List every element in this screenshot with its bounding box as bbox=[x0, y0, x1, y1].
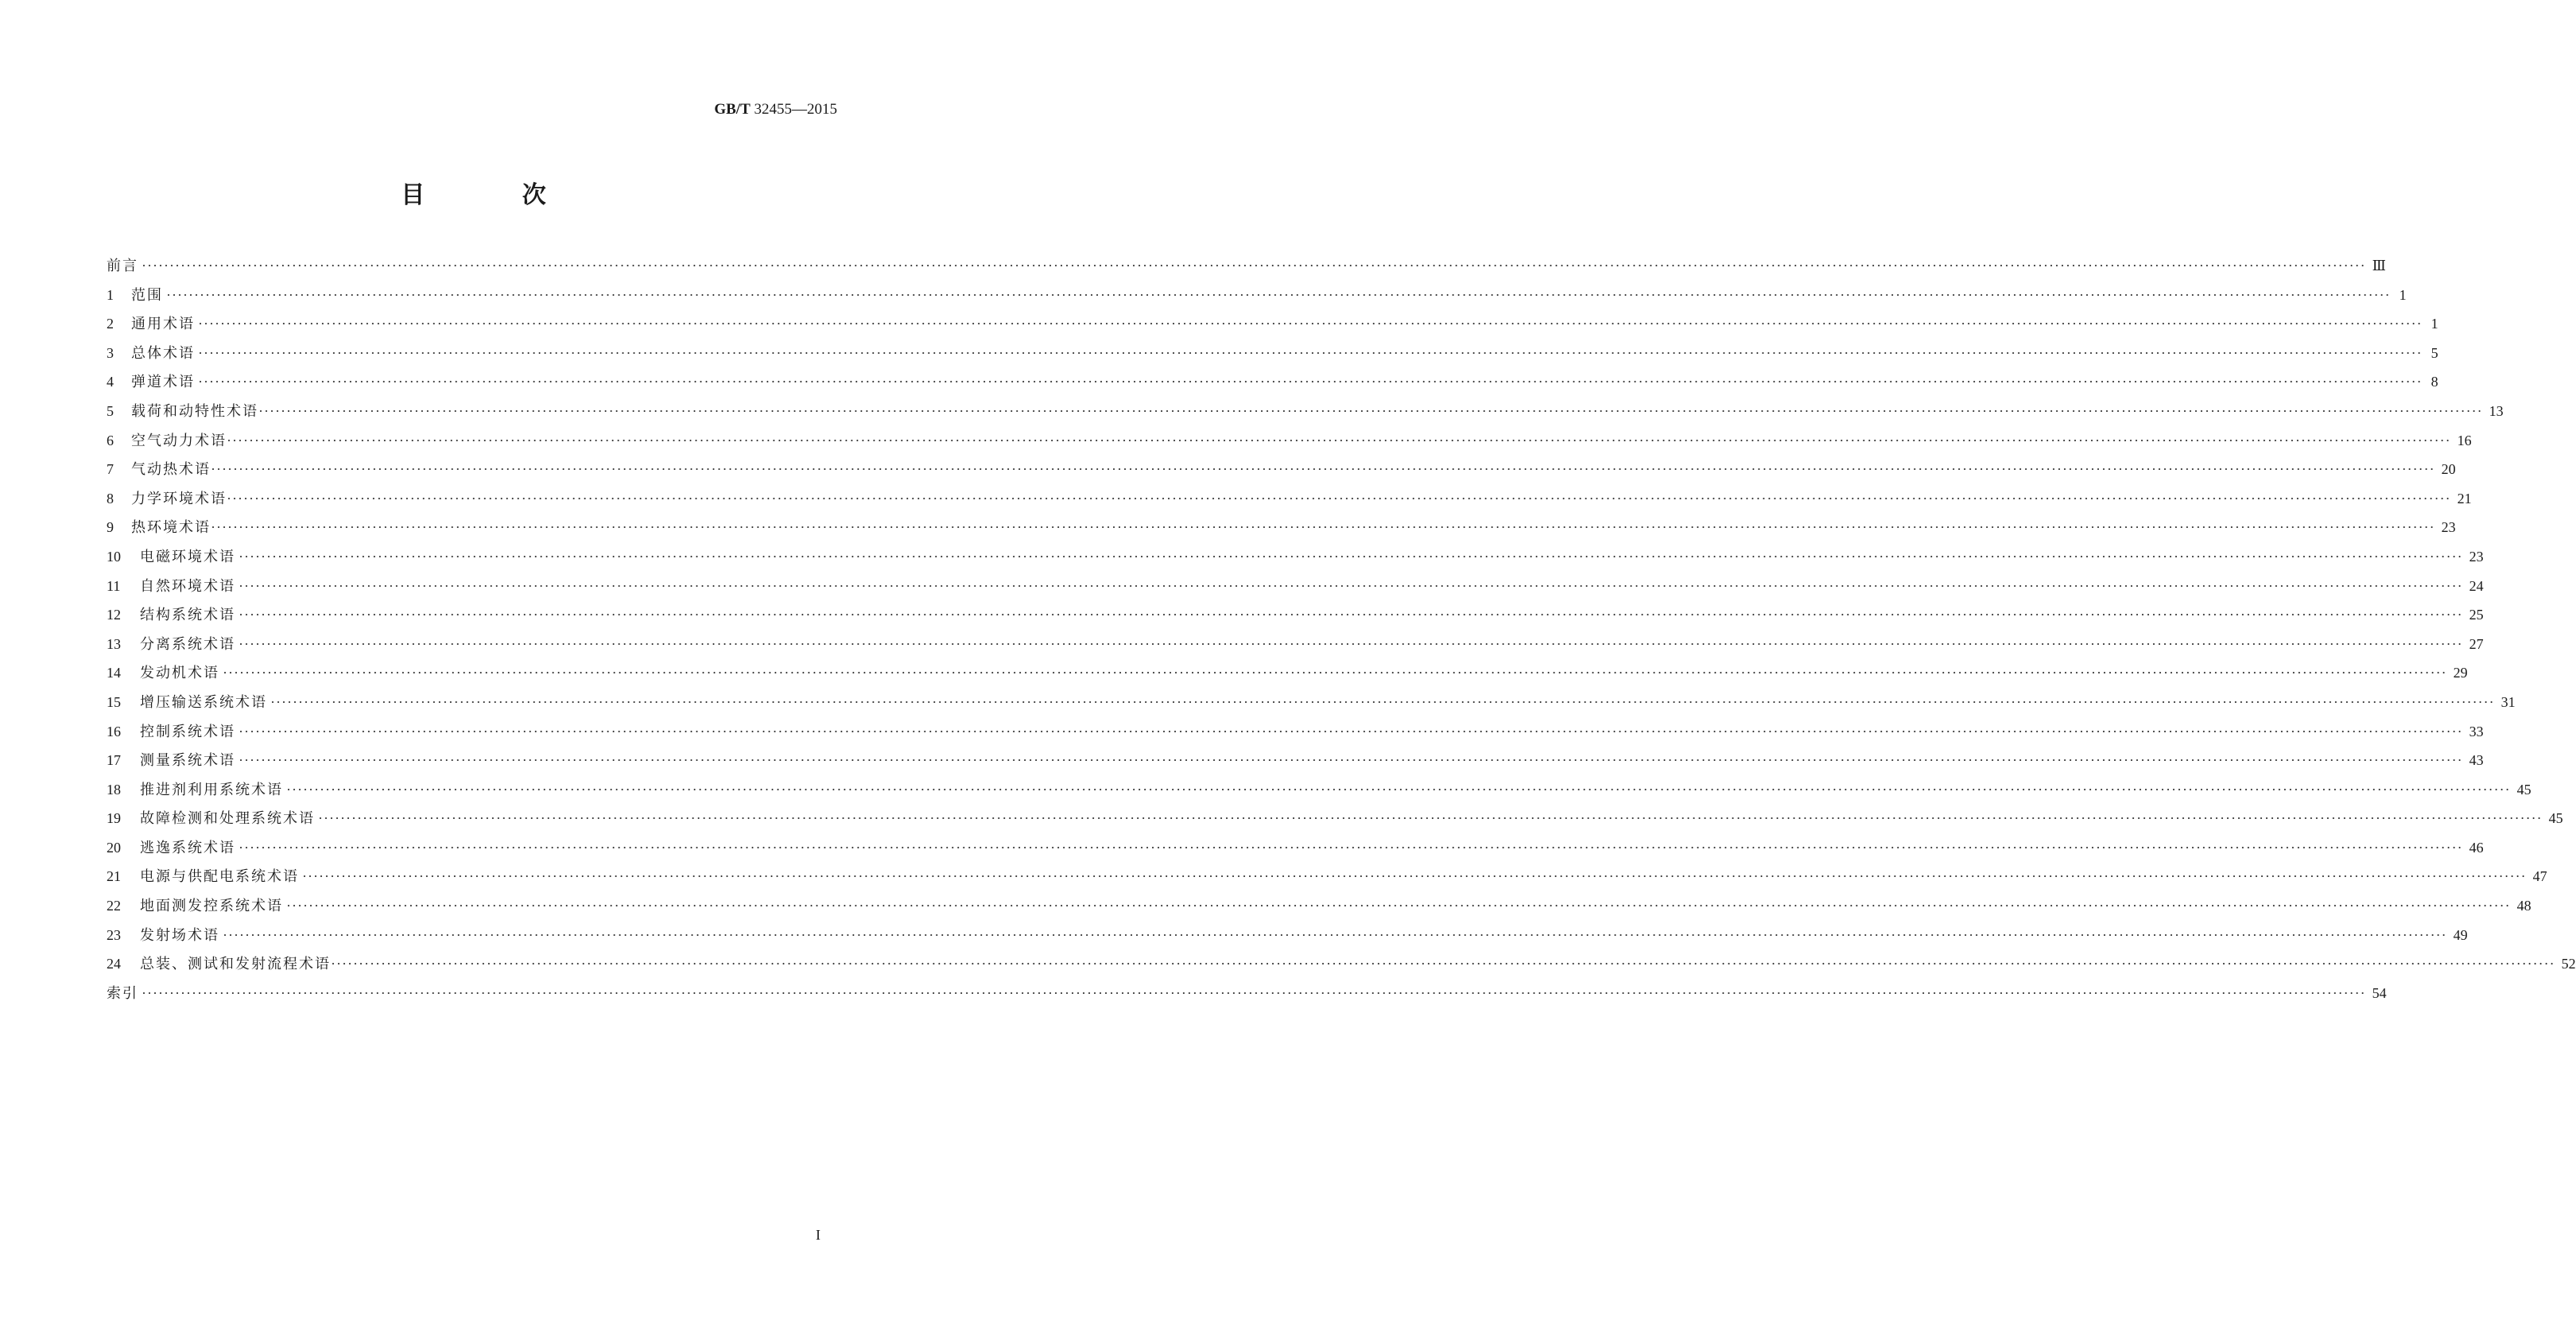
toc-leader-dots: ················································································································································································································································································································································································································ bbox=[142, 258, 2366, 274]
toc-entry-page: 46 bbox=[2469, 839, 2484, 856]
toc-entry-label: 气动热术语 bbox=[131, 461, 211, 479]
toc-leader-dots: ················································································································································································································································································································································································································ bbox=[198, 344, 2423, 361]
toc-entry-number: 19 bbox=[107, 810, 121, 827]
toc-entry-3[interactable] bbox=[107, 343, 2438, 373]
standard-code-prefix: GB/T bbox=[714, 101, 751, 118]
toc-entry-number: 6 bbox=[107, 432, 114, 448]
toc-leader-dots: ················································································································································································································································································································································································································ bbox=[302, 868, 2527, 885]
toc-entry-label: 电磁环境术语 bbox=[140, 548, 235, 565]
toc-entry-number: 8 bbox=[107, 490, 114, 506]
toc-entry-number: 4 bbox=[107, 374, 114, 390]
toc-entry-page: 23 bbox=[2469, 548, 2484, 565]
toc-entry-15[interactable] bbox=[107, 693, 2516, 722]
standard-code-number: 32455—2015 bbox=[754, 101, 837, 118]
toc-leader-dots: ················································································································································································································································································································································································································ bbox=[198, 316, 2423, 332]
toc-entry-19[interactable] bbox=[107, 809, 2563, 838]
toc-entry-number: 2 bbox=[107, 316, 114, 332]
toc-entry-label: 发射场术语 bbox=[140, 926, 219, 944]
standard-code bbox=[714, 100, 837, 119]
toc-leader-dots: ················································································································································································································································································································································································································ bbox=[227, 490, 2451, 506]
toc-leader-dots: ················································································································································································································································································································································································································ bbox=[223, 665, 2447, 681]
toc-entry-number: 14 bbox=[107, 665, 121, 681]
toc-entry-page: 29 bbox=[2453, 665, 2468, 681]
toc-leader-dots: ················································································································································································································································································································································································································ bbox=[270, 693, 2495, 710]
toc-entry-page: Ⅲ bbox=[2372, 258, 2387, 274]
toc-entry-page: 1 bbox=[2431, 316, 2438, 332]
toc-entry-page: 43 bbox=[2469, 752, 2484, 769]
toc-entry-label: 增压输送系统术语 bbox=[140, 693, 267, 711]
table-of-contents bbox=[107, 256, 2576, 1012]
toc-entry-page: 25 bbox=[2469, 607, 2484, 623]
toc-entry-page: 24 bbox=[2469, 577, 2484, 594]
toc-entry-page: 54 bbox=[2372, 984, 2387, 1001]
toc-entry-number: 1 bbox=[107, 286, 114, 303]
toc-entry-number: 9 bbox=[107, 519, 114, 536]
toc-entry-page: 52 bbox=[2561, 956, 2576, 972]
toc-entry-number: 20 bbox=[107, 839, 121, 856]
toc-leader-dots: ················································································································································································································································································································································································································ bbox=[211, 519, 2435, 536]
toc-entry-page: 13 bbox=[2489, 402, 2504, 419]
toc-entry-label: 通用术语 bbox=[131, 316, 195, 333]
toc-entry-label: 总装、测试和发射流程术语 bbox=[140, 956, 331, 973]
toc-entry-label: 地面测发控系统术语 bbox=[140, 898, 283, 915]
toc-leader-dots: ················································································································································································································································································································································································································ bbox=[239, 723, 2463, 739]
toc-entry-page: 47 bbox=[2532, 868, 2547, 885]
toc-entry-label: 测量系统术语 bbox=[140, 752, 235, 770]
toc-entry-label: 前言 bbox=[107, 258, 138, 274]
toc-entry-label: 结构系统术语 bbox=[140, 607, 235, 624]
toc-entry-page: 49 bbox=[2453, 926, 2468, 943]
toc-entry-13[interactable] bbox=[107, 635, 2484, 664]
toc-entry-number: 16 bbox=[107, 723, 121, 739]
toc-entry-label: 总体术语 bbox=[131, 344, 195, 362]
toc-entry-number: 23 bbox=[107, 926, 121, 943]
toc-entry-number: 22 bbox=[107, 898, 121, 914]
toc-entry-number: 17 bbox=[107, 752, 121, 769]
toc-entry-label: 力学环境术语 bbox=[131, 490, 227, 507]
toc-entry-number: 13 bbox=[107, 635, 121, 652]
toc-entry-label: 自然环境术语 bbox=[140, 577, 235, 595]
toc-leader-dots: ················································································································································································································································································································································································································ bbox=[223, 926, 2447, 943]
toc-entry-12[interactable] bbox=[107, 605, 2484, 635]
toc-entry-11[interactable] bbox=[107, 576, 2484, 606]
toc-entry-number: 15 bbox=[107, 693, 121, 710]
toc-entry-label: 逃逸系统术语 bbox=[140, 839, 235, 856]
toc-entry-page: 21 bbox=[2457, 490, 2472, 506]
toc-entry-9[interactable] bbox=[107, 518, 2456, 547]
toc-entry-page: 31 bbox=[2500, 693, 2516, 710]
toc-leader-dots: ················································································································································································································································································································································································································ bbox=[258, 402, 2483, 419]
toc-leader-dots: ················································································································································································································································································································································································································ bbox=[286, 898, 2511, 914]
toc-entry-label: 控制系统术语 bbox=[140, 723, 235, 740]
toc-entry-label: 发动机术语 bbox=[140, 665, 219, 682]
toc-entry-number: 18 bbox=[107, 781, 121, 798]
toc-entry-4[interactable] bbox=[107, 372, 2438, 402]
toc-entry-label: 分离系统术语 bbox=[140, 635, 235, 653]
toc-entry-7[interactable] bbox=[107, 460, 2456, 489]
toc-leader-dots: ················································································································································································································································································································································································································ bbox=[239, 577, 2463, 594]
toc-entry-foreword[interactable] bbox=[107, 256, 2387, 285]
toc-entry-number: 24 bbox=[107, 956, 121, 972]
toc-entry-1[interactable] bbox=[107, 285, 2407, 315]
toc-entry-8[interactable] bbox=[107, 489, 2472, 518]
toc-leader-dots: ················································································································································································································································································································································································································ bbox=[286, 781, 2511, 798]
toc-entry-page: 27 bbox=[2469, 635, 2484, 652]
toc-entry-number: 12 bbox=[107, 607, 121, 623]
toc-entry-page: 5 bbox=[2431, 344, 2438, 361]
toc-entry-10[interactable] bbox=[107, 547, 2484, 576]
toc-entry-number: 21 bbox=[107, 868, 121, 885]
toc-entry-number: 5 bbox=[107, 402, 114, 419]
page-number: I bbox=[816, 1227, 821, 1243]
toc-entry-label: 范围 bbox=[131, 286, 163, 304]
toc-entry-label: 故障检测和处理系统术语 bbox=[140, 810, 315, 828]
toc-entry-label: 电源与供配电系统术语 bbox=[140, 868, 299, 886]
toc-leader-dots: ················································································································································································································································································································································································································ bbox=[198, 374, 2423, 390]
toc-entry-24[interactable] bbox=[107, 954, 2576, 984]
toc-entry-page: 8 bbox=[2431, 374, 2438, 390]
toc-leader-dots: ················································································································································································································································································································································································································ bbox=[166, 286, 2391, 303]
toc-leader-dots: ················································································································································································································································································································································································································ bbox=[239, 607, 2463, 623]
toc-entry-page: 1 bbox=[2399, 286, 2407, 303]
toc-entry-page: 48 bbox=[2516, 898, 2531, 914]
toc-entry-number: 11 bbox=[107, 577, 121, 594]
toc-entry-label: 空气动力术语 bbox=[131, 432, 227, 449]
toc-entry-23[interactable] bbox=[107, 926, 2468, 955]
toc-entry-label: 推进剂利用系统术语 bbox=[140, 781, 283, 798]
toc-entry-number: 10 bbox=[107, 548, 121, 565]
toc-leader-dots: ················································································································································································································································································································································································································ bbox=[239, 752, 2463, 769]
toc-entry-page: 33 bbox=[2469, 723, 2484, 739]
toc-leader-dots: ················································································································································································································································································································································································································ bbox=[239, 839, 2463, 856]
toc-entry-21[interactable] bbox=[107, 867, 2547, 896]
toc-leader-dots: ················································································································································································································································································································································································································ bbox=[239, 635, 2463, 652]
toc-entry-14[interactable] bbox=[107, 663, 2468, 693]
toc-entry-2[interactable] bbox=[107, 314, 2438, 343]
toc-entry-18[interactable] bbox=[107, 780, 2531, 809]
toc-leader-dots: ················································································································································································································································································································································································································ bbox=[142, 984, 2366, 1001]
toc-leader-dots: ················································································································································································································································································································································································································ bbox=[318, 810, 2543, 827]
toc-entry-label: 热环境术语 bbox=[131, 519, 211, 537]
toc-entry-page: 20 bbox=[2441, 461, 2456, 478]
toc-entry-index[interactable] bbox=[107, 984, 2387, 1013]
toc-entry-number: 7 bbox=[107, 461, 114, 478]
toc-entry-17[interactable] bbox=[107, 751, 2484, 780]
toc-entry-6[interactable] bbox=[107, 431, 2472, 460]
toc-entry-5[interactable] bbox=[107, 402, 2504, 431]
toc-entry-label: 索引 bbox=[107, 984, 138, 1002]
toc-leader-dots: ················································································································································································································································································································································································································ bbox=[239, 548, 2463, 565]
page-title: 目 次 bbox=[401, 181, 591, 209]
toc-entry-number: 3 bbox=[107, 344, 114, 361]
toc-leader-dots: ················································································································································································································································································································································································································ bbox=[227, 432, 2451, 448]
toc-leader-dots: ················································································································································································································································································································································································································ bbox=[211, 461, 2435, 478]
toc-entry-page: 45 bbox=[2548, 810, 2563, 827]
toc-entry-page: 45 bbox=[2516, 781, 2531, 798]
toc-entry-16[interactable] bbox=[107, 722, 2484, 751]
toc-entry-label: 载荷和动特性术语 bbox=[131, 402, 258, 420]
toc-entry-page: 16 bbox=[2457, 432, 2472, 448]
toc-entry-page: 23 bbox=[2441, 519, 2456, 536]
toc-entry-label: 弹道术语 bbox=[131, 374, 195, 391]
toc-entry-22[interactable] bbox=[107, 896, 2531, 926]
toc-leader-dots: ················································································································································································································································································································································································································ bbox=[331, 956, 2555, 972]
toc-entry-20[interactable] bbox=[107, 838, 2484, 867]
